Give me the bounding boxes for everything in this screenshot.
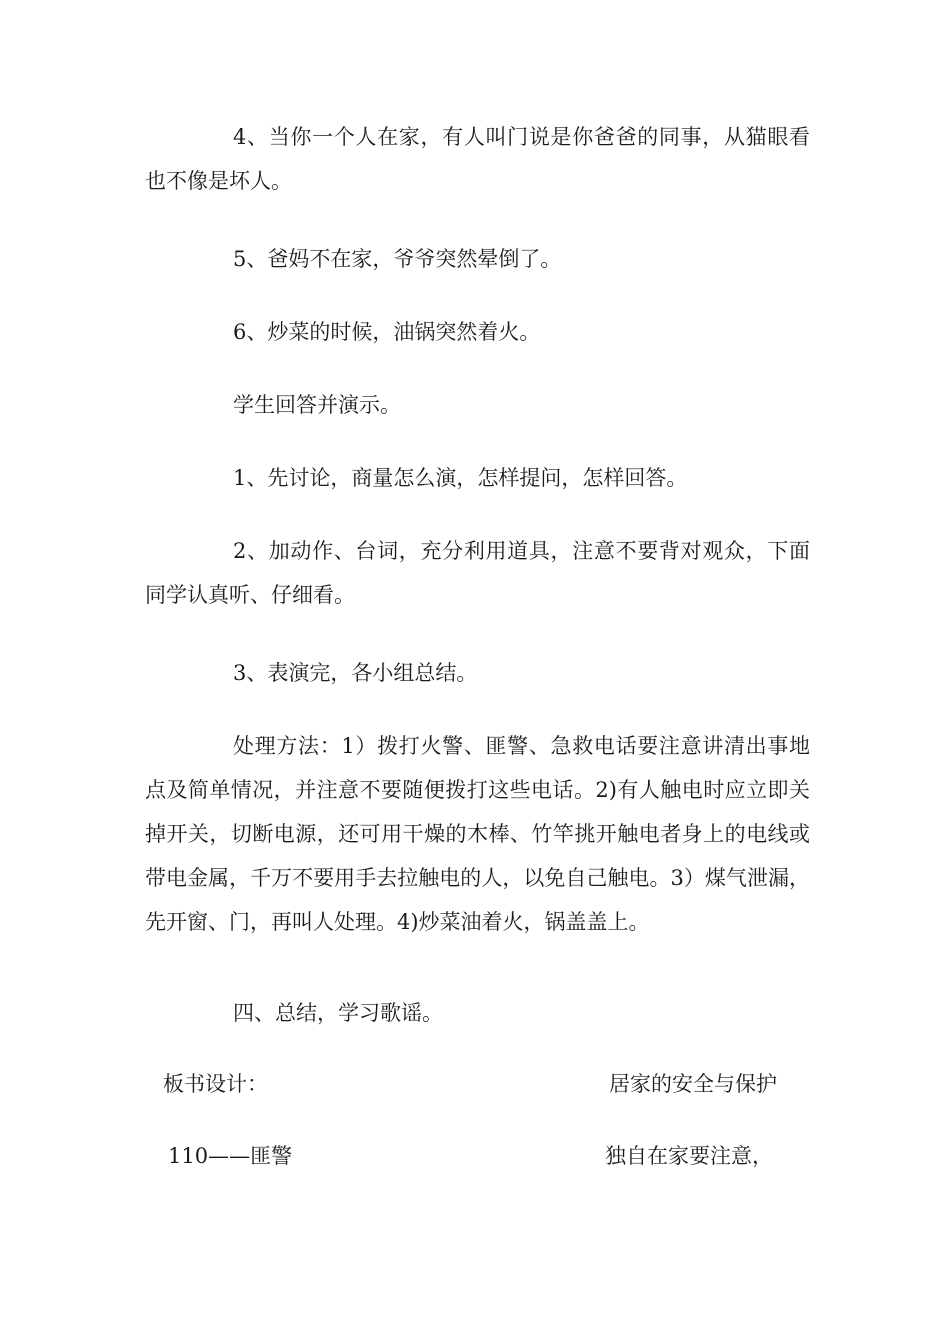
paragraph-item-4: 4、当你一个人在家，有人叫门说是你爸爸的同事，从猫眼看也不像是坏人。 [145,125,810,193]
paragraph-summary: 四、总结，学习歌谣。 [233,1001,443,1025]
paragraph-item-5: 5、爸妈不在家，爷爷突然晕倒了。 [233,247,562,271]
paragraph-student-demo: 学生回答并演示。 [233,393,401,417]
paragraph-handling-methods: 处理方法：1）拨打火警、匪警、急救电话要注意讲清出事地点及简单情况，并注意不要随便拨打这些电话。2)有人触电时应立即关掉开关，切断电源，还可用干燥的木棒、竹竿挑开触电者身上的电线或带电金属，千万不要用手去拉触电的人，以免自己触电。3）煤气泄漏，先开窗、门，再叫人处理。4)炒菜油着火，锅盖盖上。 [145,734,810,934]
board-design-title: 居家的安全与保护 [609,1072,777,1096]
board-rhyme-line: 独自在家要注意， [605,1144,773,1168]
board-design-label: 板书设计： [163,1072,268,1096]
paragraph-step-3: 3、表演完，各小组总结。 [233,661,478,685]
paragraph-step-1: 1、先讨论，商量怎么演，怎样提问，怎样回答。 [233,466,688,490]
paragraph-step-2: 2、加动作、台词，充分利用道具，注意不要背对观众，下面同学认真听、仔细看。 [145,539,810,607]
board-item-police: 110——匪警 [168,1144,293,1168]
paragraph-item-6: 6、炒菜的时候，油锅突然着火。 [233,320,541,344]
